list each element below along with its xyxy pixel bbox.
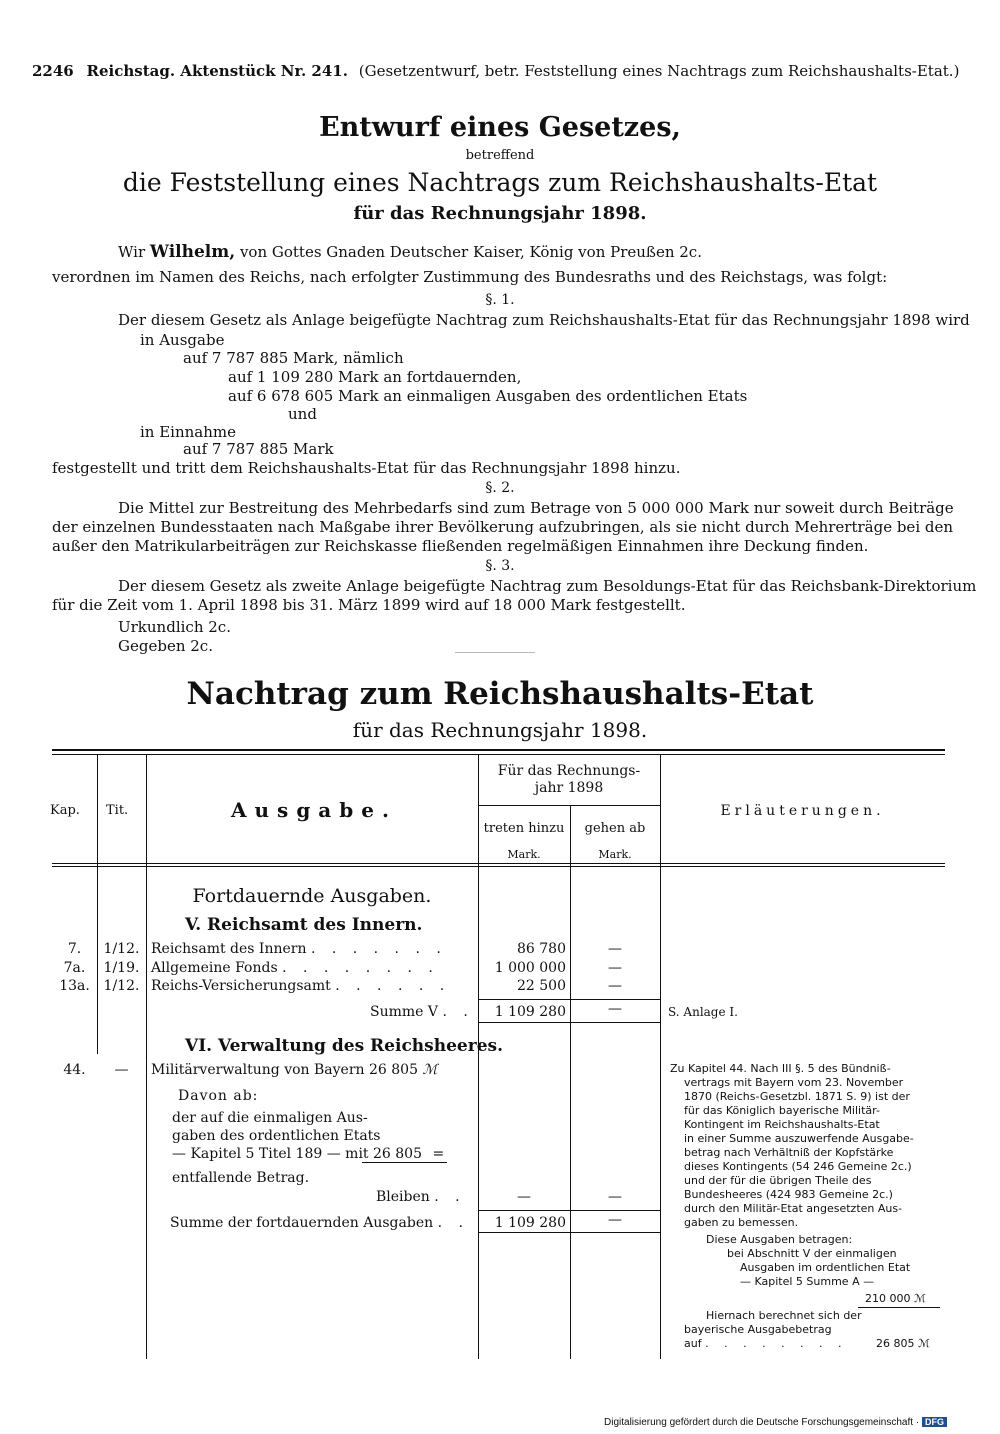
preamble-we: Wir — [118, 243, 146, 261]
table-header-rule — [52, 863, 945, 864]
para2-heading: §. 2. — [485, 480, 515, 496]
note-44-line: Zu Kapitel 44. Nach III §. 5 des Bündniß- — [670, 1062, 891, 1075]
row-label: Reichs-Versicherungsamt . . . . . . — [151, 978, 451, 994]
para1-line: auf 1 109 280 Mark an fortdauernden, — [228, 368, 522, 386]
header-erlaeuterungen: Erläuterungen. — [720, 803, 885, 819]
row-hinzu: 1 000 000 — [494, 960, 566, 976]
running-title: Reichstag. Aktenstück Nr. 241. — [86, 62, 348, 80]
note-44-line: betrag nach Verhältniß der Kopfstärke — [684, 1146, 894, 1159]
para1-line: festgestellt und tritt dem Reichshaushalts-Etat für das Rechnungsjahr 1898 hinzu. — [52, 459, 681, 477]
col-rule-hinzu — [570, 805, 571, 1359]
row-ab: — — [608, 960, 622, 976]
note-44-sub: Diese Ausgaben betragen: — [706, 1233, 853, 1246]
summe-v-hinzu: 1 109 280 — [494, 1004, 566, 1020]
para1-line: auf 7 787 885 Mark, nämlich — [183, 349, 404, 367]
header-mark-ab: Mark. — [598, 848, 632, 861]
note-44-line: und der für die übrigen Theile des — [684, 1174, 872, 1187]
row-hinzu: 86 780 — [517, 941, 566, 957]
note-44-tail: bayerische Ausgabebetrag — [684, 1323, 832, 1336]
dfg-logo: DFG — [922, 1417, 947, 1427]
para1-line: Der diesem Gesetz als Anlage beigefügte Nachtrag zum Reichshaushalts-Etat für das Rechnungsjahr 1898 wird — [118, 311, 970, 329]
preamble-name: Wilhelm, — [149, 242, 236, 262]
section-v-title: V. Reichsamt des Innern. — [185, 915, 423, 935]
table-header-rule-thin — [52, 866, 945, 867]
para3-line: für die Zeit vom 1. April 1898 bis 31. März 1899 wird auf 18 000 Mark festgestellt. — [52, 596, 686, 614]
running-subject: (Gesetzentwurf, betr. Feststellung eines Nachtrags zum Reichshaushalts-Etat.) — [358, 62, 960, 80]
row-hinzu: 22 500 — [517, 978, 566, 994]
row-ab: — — [608, 978, 622, 994]
total-hinzu: 1 109 280 — [494, 1215, 566, 1231]
draft-title-line2: die Feststellung eines Nachtrags zum Reichshaushalts-Etat — [122, 168, 878, 197]
row-kap: 13a. — [59, 978, 90, 994]
footer-credit-text: Digitalisierung gefördert durch die Deutsche Forschungsgemeinschaft — [604, 1417, 914, 1428]
draft-subtitle: betreffend — [465, 148, 535, 163]
davon-line: der auf die einmaligen Aus- — [172, 1110, 368, 1126]
closing-urkundlich: Urkundlich 2c. — [118, 618, 231, 636]
footer-credit: Digitalisierung gefördert durch die Deutsche Forschungsgemeinschaft · DFG — [604, 1416, 947, 1429]
col-rule-ab — [660, 754, 661, 1359]
note-44-sub: bei Abschnitt V der einmaligen — [727, 1247, 897, 1260]
row-ab: — — [608, 941, 622, 957]
note-44-line: Bundesheeres (424 983 Gemeine 2c.) — [684, 1188, 893, 1201]
note-44-line: 1870 (Reichs-Gesetzbl. 1871 S. 9) ist der — [684, 1090, 910, 1103]
header-year-line1: Für das Rechnungs- — [497, 763, 641, 779]
header-mark-hinzu: Mark. — [507, 848, 541, 861]
header-year-line2: jahr 1898 — [534, 780, 604, 796]
row-label: Reichsamt des Innern . . . . . . . — [151, 941, 447, 957]
col-rule-ausgabe — [478, 754, 479, 1359]
col-rule-kap — [97, 754, 98, 1054]
col-rule-tit — [146, 754, 147, 1359]
davon-line: gaben des ordentlichen Etats — [172, 1128, 381, 1144]
draft-title: Entwurf eines Gesetzes, — [319, 112, 681, 143]
supplement-title: Nachtrag zum Reichshaushalts-Etat — [186, 676, 814, 712]
para2-line: Die Mittel zur Bestreitung des Mehrbedarfs sind zum Betrage von 5 000 000 Mark nur soweit durch Beiträge — [118, 499, 954, 517]
bleiben-hinzu: — — [517, 1189, 531, 1205]
note-44-tail: auf . . . . . . . . — [684, 1337, 848, 1350]
header-tit: Tit. — [106, 803, 129, 818]
year-subheader-rule — [478, 805, 660, 806]
total-ab: — — [608, 1212, 622, 1228]
row-44-tit: — — [114, 1062, 129, 1078]
note-44-line: durch den Militär-Etat angesetzten Aus- — [684, 1202, 903, 1215]
header-gehen-ab: gehen ab — [584, 821, 646, 836]
para1-line: in Einnahme — [140, 423, 236, 441]
note-44-sub: — Kapitel 5 Summe A — — [740, 1275, 875, 1288]
note-44-tail: Hiernach berechnet sich der — [706, 1309, 862, 1322]
total-rule — [478, 1232, 660, 1233]
note-rule — [858, 1307, 940, 1308]
para2-line: außer den Matrikularbeiträgen zur Reichskasse fließenden regelmäßigen Einnahmen ihre Deckung finden. — [52, 537, 869, 555]
note-44-line: für das Königlich bayerische Militär- — [684, 1104, 880, 1117]
separator-rule — [455, 652, 535, 653]
para2-line: der einzelnen Bundesstaaten nach Maßgabe ihrer Bevölkerung aufzubringen, als sie nicht durch Mehrerträge bei den — [52, 518, 954, 536]
preamble-rest: von Gottes Gnaden Deutscher Kaiser, König von Preußen 2c. — [239, 243, 702, 261]
row-kap: 7. — [67, 941, 82, 957]
para1-line: auf 7 787 885 Mark — [183, 440, 334, 458]
section-vi-title: VI. Verwaltung des Reichsheeres. — [185, 1036, 503, 1056]
supplement-subtitle: für das Rechnungsjahr 1898. — [352, 718, 648, 742]
para1-line: auf 6 678 605 Mark an einmaligen Ausgaben des ordentlichen Etats — [228, 387, 748, 405]
table-top-rule-thin — [52, 754, 945, 755]
davon-line: — Kapitel 5 Titel 189 — mit 26 805 = — [172, 1146, 445, 1162]
para3-heading: §. 3. — [485, 558, 515, 574]
page-number: 2246 — [32, 62, 74, 80]
bleiben-label: Bleiben . . — [376, 1189, 466, 1205]
table-top-rule — [52, 749, 945, 751]
row-tit: 1/12. — [103, 978, 140, 994]
sum-v-rule — [478, 1022, 660, 1023]
note-44-line: gaben zu bemessen. — [684, 1216, 799, 1229]
note-44-line: Kontingent im Reichshaushalts-Etat — [684, 1118, 880, 1131]
header-kap: Kap. — [50, 803, 80, 818]
row-44-kap: 44. — [63, 1062, 86, 1078]
summe-v-note: S. Anlage I. — [668, 1005, 738, 1019]
note-44-amount: 26 805 ℳ — [876, 1337, 930, 1350]
header-ausgabe: Ausgabe. — [231, 798, 397, 822]
para1-heading: §. 1. — [485, 292, 515, 308]
header-treten-hinzu: treten hinzu — [483, 821, 565, 836]
note-44-sub: Ausgaben im ordentlichen Etat — [740, 1261, 911, 1274]
section-title: Fortdauernde Ausgaben. — [192, 885, 432, 907]
note-44-line: in einer Summe auszuwerfende Ausgabe- — [684, 1132, 914, 1145]
summe-v-label: Summe V . . — [370, 1004, 474, 1020]
row-tit: 1/19. — [103, 960, 140, 976]
sum-v-rule — [478, 999, 660, 1000]
row-tit: 1/12. — [103, 941, 140, 957]
bleiben-ab: — — [608, 1189, 622, 1205]
note-44-sub-amount: 210 000 ℳ — [865, 1292, 926, 1305]
note-44-line: dieses Kontingents (54 246 Gemeine 2c.) — [684, 1160, 912, 1173]
note-44-line: vertrags mit Bayern vom 23. November — [684, 1076, 904, 1089]
summe-v-ab: — — [608, 1001, 622, 1017]
total-label: Summe der fortdauernden Ausgaben . . — [170, 1215, 469, 1231]
bleiben-rule — [478, 1210, 660, 1211]
para1-line: in Ausgabe — [140, 331, 225, 349]
running-head — [32, 62, 972, 82]
row-44-label: Militärverwaltung von Bayern 26 805 ℳ — [151, 1062, 438, 1078]
preamble — [118, 243, 702, 261]
preamble-line2: verordnen im Namen des Reichs, nach erfolgter Zustimmung des Bundesraths und des Reichstags, was folgt: — [52, 268, 888, 286]
draft-title-line3: für das Rechnungsjahr 1898. — [353, 203, 647, 224]
row-kap: 7a. — [63, 960, 86, 976]
para1-line: und — [288, 405, 317, 423]
para3-line: Der diesem Gesetz als zweite Anlage beigefügte Nachtrag zum Besoldungs-Etat für das Reichsbank-Direktorium — [118, 577, 977, 595]
closing-gegeben: Gegeben 2c. — [118, 637, 213, 655]
row-label: Allgemeine Fonds . . . . . . . . — [151, 960, 439, 976]
davon-ab: Davon ab: — [178, 1088, 259, 1104]
davon-line: entfallende Betrag. — [172, 1170, 310, 1186]
mark-symbol: ℳ — [422, 1062, 438, 1078]
